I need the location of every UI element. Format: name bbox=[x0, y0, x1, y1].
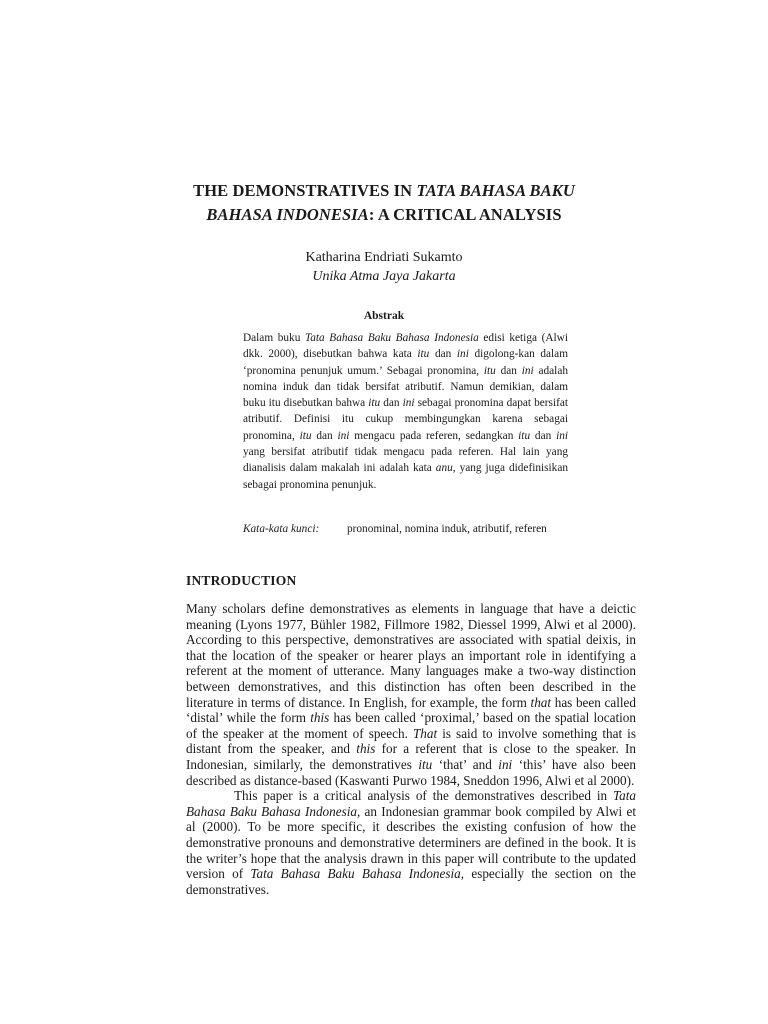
abstract-text-run: digolong-kan dalam ‘pronomina penunjuk umum.’ Sebagai pronomina, bbox=[243, 348, 568, 377]
keywords-value: pronominal, nomina induk, atributif, referen bbox=[347, 523, 547, 535]
italic-run: itu bbox=[418, 756, 433, 772]
abstract-italic-run: ini bbox=[456, 348, 469, 361]
abstract-italic-run: ini bbox=[556, 429, 569, 442]
abstract-italic-run: Tata Bahasa Baku Bahasa Indonesia bbox=[304, 332, 479, 344]
abstract-text bbox=[243, 330, 568, 493]
text-run: ‘this’ have also been described as distance-based (Kaswanti Purwo 1984, Sneddon 1996, Alwi et al 2000). bbox=[186, 756, 636, 788]
italic-run: Tata Bahasa Baku Bahasa Indonesia bbox=[250, 866, 461, 882]
abstract-italic-run: itu bbox=[299, 429, 312, 442]
abstract-text-run: yang bersifat atributif tidak mengacu pada referen. Hal lain yang dianalisis dalam makalah ini adalah kata bbox=[243, 446, 568, 475]
title-part: THE DEMONSTRATIVES IN bbox=[193, 181, 417, 200]
abstract-text-run: dan bbox=[495, 364, 522, 377]
abstract-text-run: mengacu pada referen, sedangkan bbox=[349, 429, 519, 442]
keywords-label: Kata-kata kunci: bbox=[243, 523, 320, 535]
title-part-italic: TATA BAHASA BAKU bbox=[416, 181, 575, 200]
abstract-text-run: dan bbox=[380, 397, 403, 410]
italic-run: that bbox=[530, 694, 552, 710]
abstract-italic-run: ini bbox=[521, 364, 534, 377]
abstract-text-run: sebagai pronomina dapat bersifat atributif. Definisi itu cukup membingungkan karena sebagai pronomina, bbox=[243, 397, 568, 442]
italic-run: this bbox=[310, 710, 330, 726]
paragraph bbox=[186, 788, 636, 897]
abstract-text-run: dan bbox=[530, 429, 557, 442]
section-heading-introduction: INTRODUCTION bbox=[186, 573, 297, 588]
abstract-italic-run: itu bbox=[483, 364, 496, 377]
abstract-text-run: dan bbox=[429, 348, 457, 361]
title-part: : A CRITICAL ANALYSIS bbox=[368, 205, 562, 224]
abstract-heading: Abstrak bbox=[363, 310, 405, 322]
abstract-italic-run: ini bbox=[337, 429, 350, 442]
abstract-text-run: , yang juga didefinisikan sebagai pronomina penunjuk. bbox=[243, 462, 568, 491]
author-name: Katharina Endriati Sukamto bbox=[305, 250, 463, 265]
italic-run: That bbox=[412, 725, 438, 741]
text-run: This paper is a critical analysis of the demonstratives described in bbox=[234, 788, 614, 804]
abstract-italic-run: itu bbox=[518, 429, 531, 442]
abstract-italic-run: anu bbox=[435, 462, 453, 475]
italic-run: this bbox=[356, 741, 376, 757]
text-run: has been called ‘proximal,’ based on the spatial location of the speaker at the moment of speech. bbox=[186, 710, 636, 741]
abstract-italic-run: itu bbox=[368, 397, 381, 410]
title-part-italic: BAHASA INDONESIA bbox=[206, 205, 369, 224]
text-run: , especially the section on the demonstratives. bbox=[186, 866, 636, 897]
abstract-text-run: edisi ketiga (Alwi dkk. 2000), disebutkan bahwa kata bbox=[243, 332, 568, 361]
text-run: has been called ‘distal’ while the form bbox=[186, 694, 636, 726]
paper-title bbox=[150, 179, 618, 227]
abstract-text-run: adalah nomina induk dan tidak bersifat atributif. Namun demikian, dalam buku itu disebutkan bahwa bbox=[243, 364, 568, 410]
author-affiliation: Unika Atma Jaya Jakarta bbox=[312, 269, 456, 284]
italic-run: ini bbox=[498, 756, 513, 772]
text-run: , an Indonesian grammar book compiled by Alwi et al (2000). To be more specific, it describes the existing confusion of how the demonstrative pronouns and demonstrative determiners are defined in the book. It is the writer’s hope that the analysis drawn in this paper will contribute to the updated version of bbox=[186, 803, 636, 882]
abstract-italic-run: itu bbox=[417, 348, 430, 361]
abstract-text-run: Dalam buku bbox=[243, 332, 305, 344]
introduction-body bbox=[186, 601, 636, 897]
text-run: for a referent that is close to the speaker. In Indonesian, similarly, the demonstratives bbox=[186, 741, 636, 772]
text-run: Many scholars define demonstratives as elements in language that have a deictic meaning (Lyons 1977, Bühler 1982, Fillmore 1982, Diessel 1999, Alwi et al 2000). According to this perspective, demonstratives are associated with spatial deixis, in that the location of the speaker or hearer plays an important role in identifying a referent at the moment of utterance. Many languages make a two-way distinction between demonstratives, and this distinction has often been described in the literature in terms of distance. In English, for example, the form bbox=[186, 601, 636, 710]
text-run: ‘that’ and bbox=[432, 756, 499, 772]
text-run: is said to involve something that is distant from the speaker, and bbox=[186, 725, 636, 757]
italic-run: Tata Bahasa Baku Bahasa Indonesia bbox=[186, 788, 636, 819]
paragraph bbox=[186, 601, 636, 788]
abstract-italic-run: ini bbox=[402, 397, 415, 410]
abstract-text-run: dan bbox=[311, 429, 338, 442]
